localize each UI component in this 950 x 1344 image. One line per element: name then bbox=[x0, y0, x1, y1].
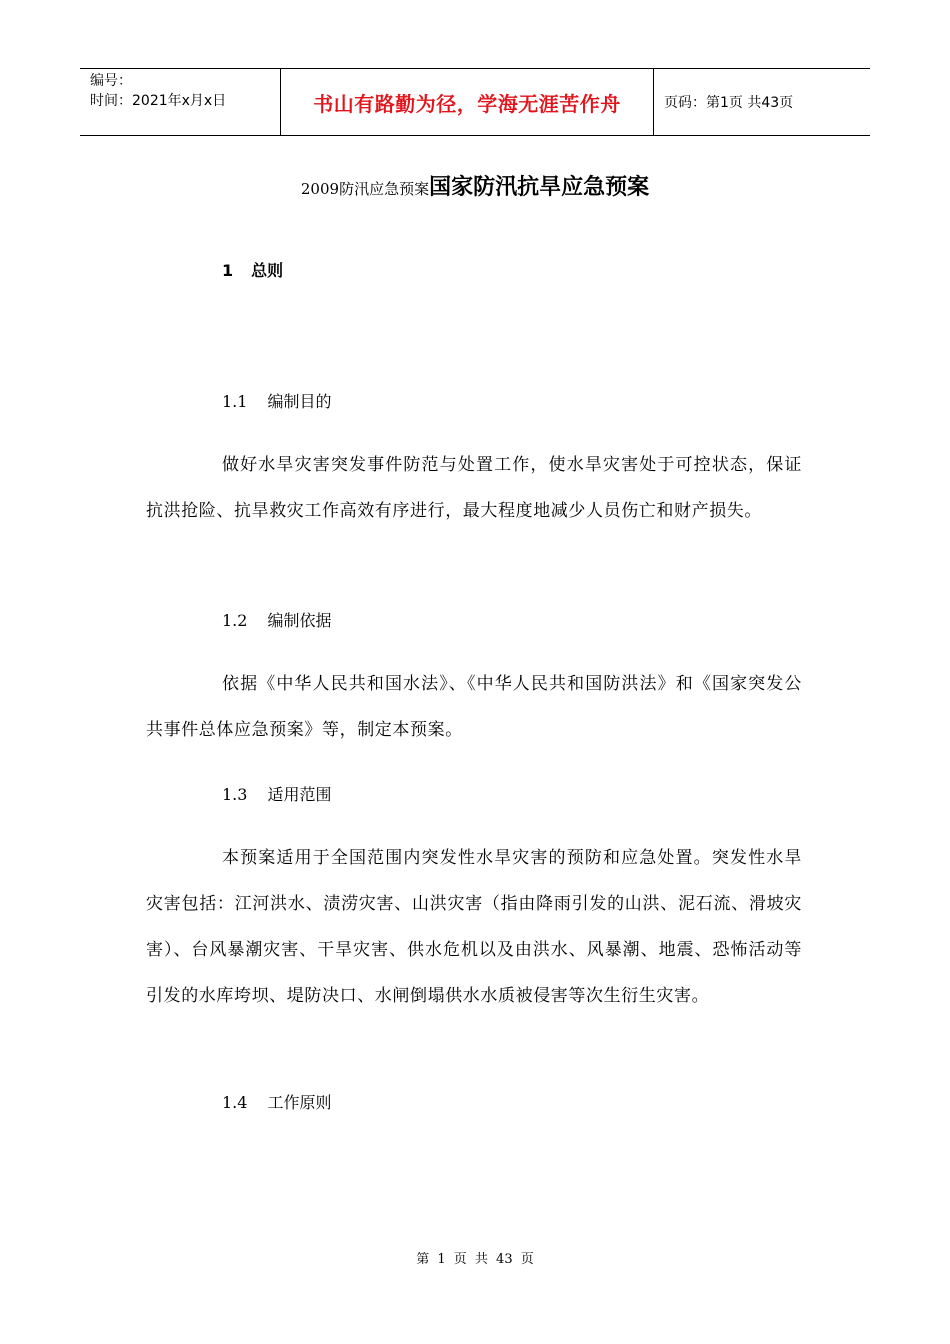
paragraph-1-3: 本预案适用于全国范围内突发性水旱灾害的预防和应急处置。突发性水旱灾害包括：江河洪水、渍涝灾害、山洪灾害（指由降雨引发的山洪、泥石流、滑坡灾害）、台风暴潮灾害、干旱灾害、供水危机以及由洪水、风暴潮、地震、恐怖活动等引发的水库垮坝、堤防决口、水闸倒塌供水水质被侵害等次生衍生灾害。 bbox=[146, 848, 802, 1006]
header-page-info: 页码：第1页 共43页 bbox=[664, 95, 794, 111]
subsection-title: 编制目的 bbox=[267, 392, 332, 411]
section-heading-1 bbox=[222, 258, 283, 281]
time-label: 时间：2021年x月x日 bbox=[90, 93, 227, 109]
page-footer: 第 1 页 共 43 页 bbox=[416, 1252, 534, 1267]
subsection-heading-1-4 bbox=[222, 1090, 331, 1113]
header-motto: 书山有路勤为径，学海无涯苦作舟 bbox=[281, 69, 654, 135]
header-table bbox=[80, 68, 870, 136]
subsection-heading-1-2 bbox=[222, 608, 331, 631]
subsection-title: 编制依据 bbox=[267, 611, 332, 630]
section-number: 1 bbox=[222, 261, 234, 280]
section-title: 总则 bbox=[251, 261, 284, 280]
title-main: 国家防汛抗旱应急预案 bbox=[429, 175, 650, 200]
subsection-number: 1.1 bbox=[222, 392, 248, 411]
title-prefix: 2009防汛应急预案 bbox=[300, 180, 430, 198]
header-meta-cell bbox=[80, 69, 281, 135]
paragraph-1-2: 依据《中华人民共和国水法》、《中华人民共和国防洪法》和《国家突发公共事件总体应急预案》等，制定本预案。 bbox=[146, 674, 802, 740]
subsection-title: 工作原则 bbox=[267, 1093, 332, 1112]
subsection-heading-1-1 bbox=[222, 389, 331, 412]
subsection-number: 1.2 bbox=[222, 611, 248, 630]
subsection-title: 适用范围 bbox=[267, 785, 332, 804]
subsection-number: 1.3 bbox=[222, 785, 248, 804]
paragraph-1-1: 做好水旱灾害突发事件防范与处置工作，使水旱灾害处于可控状态，保证抗洪抢险、抗旱救灾工作高效有序进行，最大程度地减少人员伤亡和财产损失。 bbox=[146, 455, 802, 521]
number-label: 编号： bbox=[90, 73, 132, 89]
subsection-heading-1-3 bbox=[222, 782, 331, 805]
subsection-number: 1.4 bbox=[222, 1093, 248, 1112]
document-title bbox=[0, 170, 950, 201]
